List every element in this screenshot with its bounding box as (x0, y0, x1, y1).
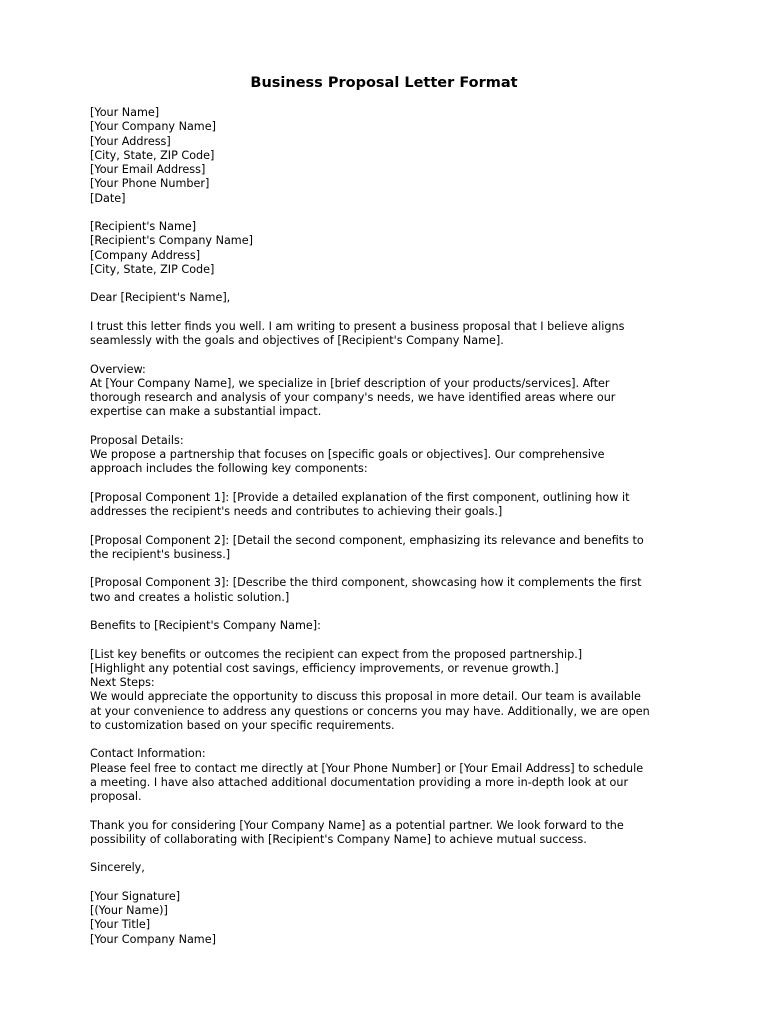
spacer (90, 605, 690, 619)
sender-phone: [Your Phone Number] (90, 177, 210, 191)
spacer (90, 206, 690, 220)
spacer (90, 633, 690, 647)
spacer (90, 804, 690, 818)
spacer (90, 477, 690, 491)
spacer (90, 519, 690, 533)
spacer (90, 876, 690, 890)
paragraph-line: [List key benefits or outcomes the recipient can expect from the proposed partnership.] (90, 647, 583, 661)
paragraph-line: a meeting. I have also attached additional documentation providing a more in-depth look at our (90, 775, 629, 789)
intro-paragraph (90, 320, 690, 349)
sender-city: [City, State, ZIP Code] (90, 148, 215, 162)
sender-name: [Your Name] (90, 106, 160, 119)
paragraph-line: approach includes the following key components: (90, 462, 368, 476)
recipient-address: [Company Address] (90, 248, 201, 262)
signoff: Sincerely, (90, 861, 145, 875)
signature-block (90, 890, 690, 947)
document-title: Business Proposal Letter Format (250, 75, 518, 91)
paragraph-line: I trust this letter finds you well. I am writing to present a business proposal that I believe aligns (90, 319, 625, 333)
sender-date: [Date] (90, 191, 126, 205)
paragraph-line: Please feel free to contact me directly at [Your Phone Number] or [Your Email Address] to schedule (90, 761, 644, 775)
sender-company: [Your Company Name] (90, 120, 216, 134)
section-heading: Overview: (90, 362, 146, 376)
paragraph-line: [Highlight any potential cost savings, efficiency improvements, or revenue growth.] (90, 661, 559, 675)
sender-email: [Your Email Address] (90, 163, 206, 176)
sender-block (90, 106, 690, 206)
next-steps-section (90, 676, 690, 733)
spacer (90, 847, 690, 861)
letter-body (90, 106, 690, 947)
paragraph-line: We propose a partnership that focuses on [specific goals or objectives]. Our comprehensive (90, 448, 605, 461)
spacer (90, 277, 690, 291)
paragraph-line: At [Your Company Name], we specialize in [brief description of your products/services]. After (90, 376, 610, 390)
proposal-component-3 (90, 576, 690, 605)
paragraph-line: Thank you for considering [Your Company Name] as a potential partner. We look forward to the (90, 818, 624, 832)
section-heading: Contact Information: (90, 747, 206, 761)
proposal-details-section (90, 434, 690, 477)
recipient-company: [Recipient's Company Name] (90, 234, 253, 248)
paragraph-line: possibility of collaborating with [Recipient's Company Name] to achieve mutual success. (90, 832, 587, 846)
signature-name: [(Your Name)] (90, 904, 168, 917)
proposal-component-1 (90, 491, 690, 520)
paragraph-line: seamlessly with the goals and objectives of [Recipient's Company Name]. (90, 334, 504, 347)
signature-title: [Your Title] (90, 918, 151, 932)
paragraph-line: at your convenience to address any questions or concerns you may have. Additionally, we are open (90, 704, 650, 718)
proposal-component-2 (90, 534, 690, 563)
recipient-name: [Recipient's Name] (90, 220, 197, 233)
salutation: Dear [Recipient's Name], (90, 291, 231, 305)
contact-section (90, 747, 690, 804)
paragraph-line: the recipient's business.] (90, 547, 231, 561)
paragraph-line: We would appreciate the opportunity to discuss this proposal in more detail. Our team is available (90, 690, 641, 704)
paragraph-line: [Proposal Component 3]: [Describe the third component, showcasing how it complements the first (90, 576, 642, 590)
paragraph-line: to customization based on your specific requirements. (90, 718, 395, 732)
paragraph-line: proposal. (90, 790, 142, 803)
spacer (90, 420, 690, 434)
paragraph-line: [Proposal Component 1]: [Provide a detailed explanation of the first component, outlining how it (90, 490, 630, 504)
spacer (90, 306, 690, 320)
section-heading: Benefits to [Recipient's Company Name]: (90, 619, 321, 632)
paragraph-line: expertise can make a substantial impact. (90, 405, 322, 419)
signature-company: [Your Company Name] (90, 932, 216, 946)
section-heading: Next Steps: (90, 676, 155, 689)
spacer (90, 348, 690, 362)
signature-line: [Your Signature] (90, 889, 181, 903)
overview-section (90, 363, 690, 420)
paragraph-line: thorough research and analysis of your company's needs, we have identified areas where our (90, 391, 616, 404)
paragraph-line: addresses the recipient's needs and contributes to achieving their goals.] (90, 505, 503, 518)
recipient-block (90, 220, 690, 277)
sender-address: [Your Address] (90, 134, 171, 148)
recipient-city: [City, State, ZIP Code] (90, 262, 215, 276)
closing-paragraph (90, 819, 690, 848)
spacer (90, 733, 690, 747)
section-heading: Proposal Details: (90, 433, 184, 447)
benefits-section (90, 619, 690, 676)
paragraph-line: two and creates a holistic solution.] (90, 590, 290, 604)
spacer (90, 562, 690, 576)
paragraph-line: [Proposal Component 2]: [Detail the second component, emphasizing its relevance and benefits to (90, 533, 644, 547)
